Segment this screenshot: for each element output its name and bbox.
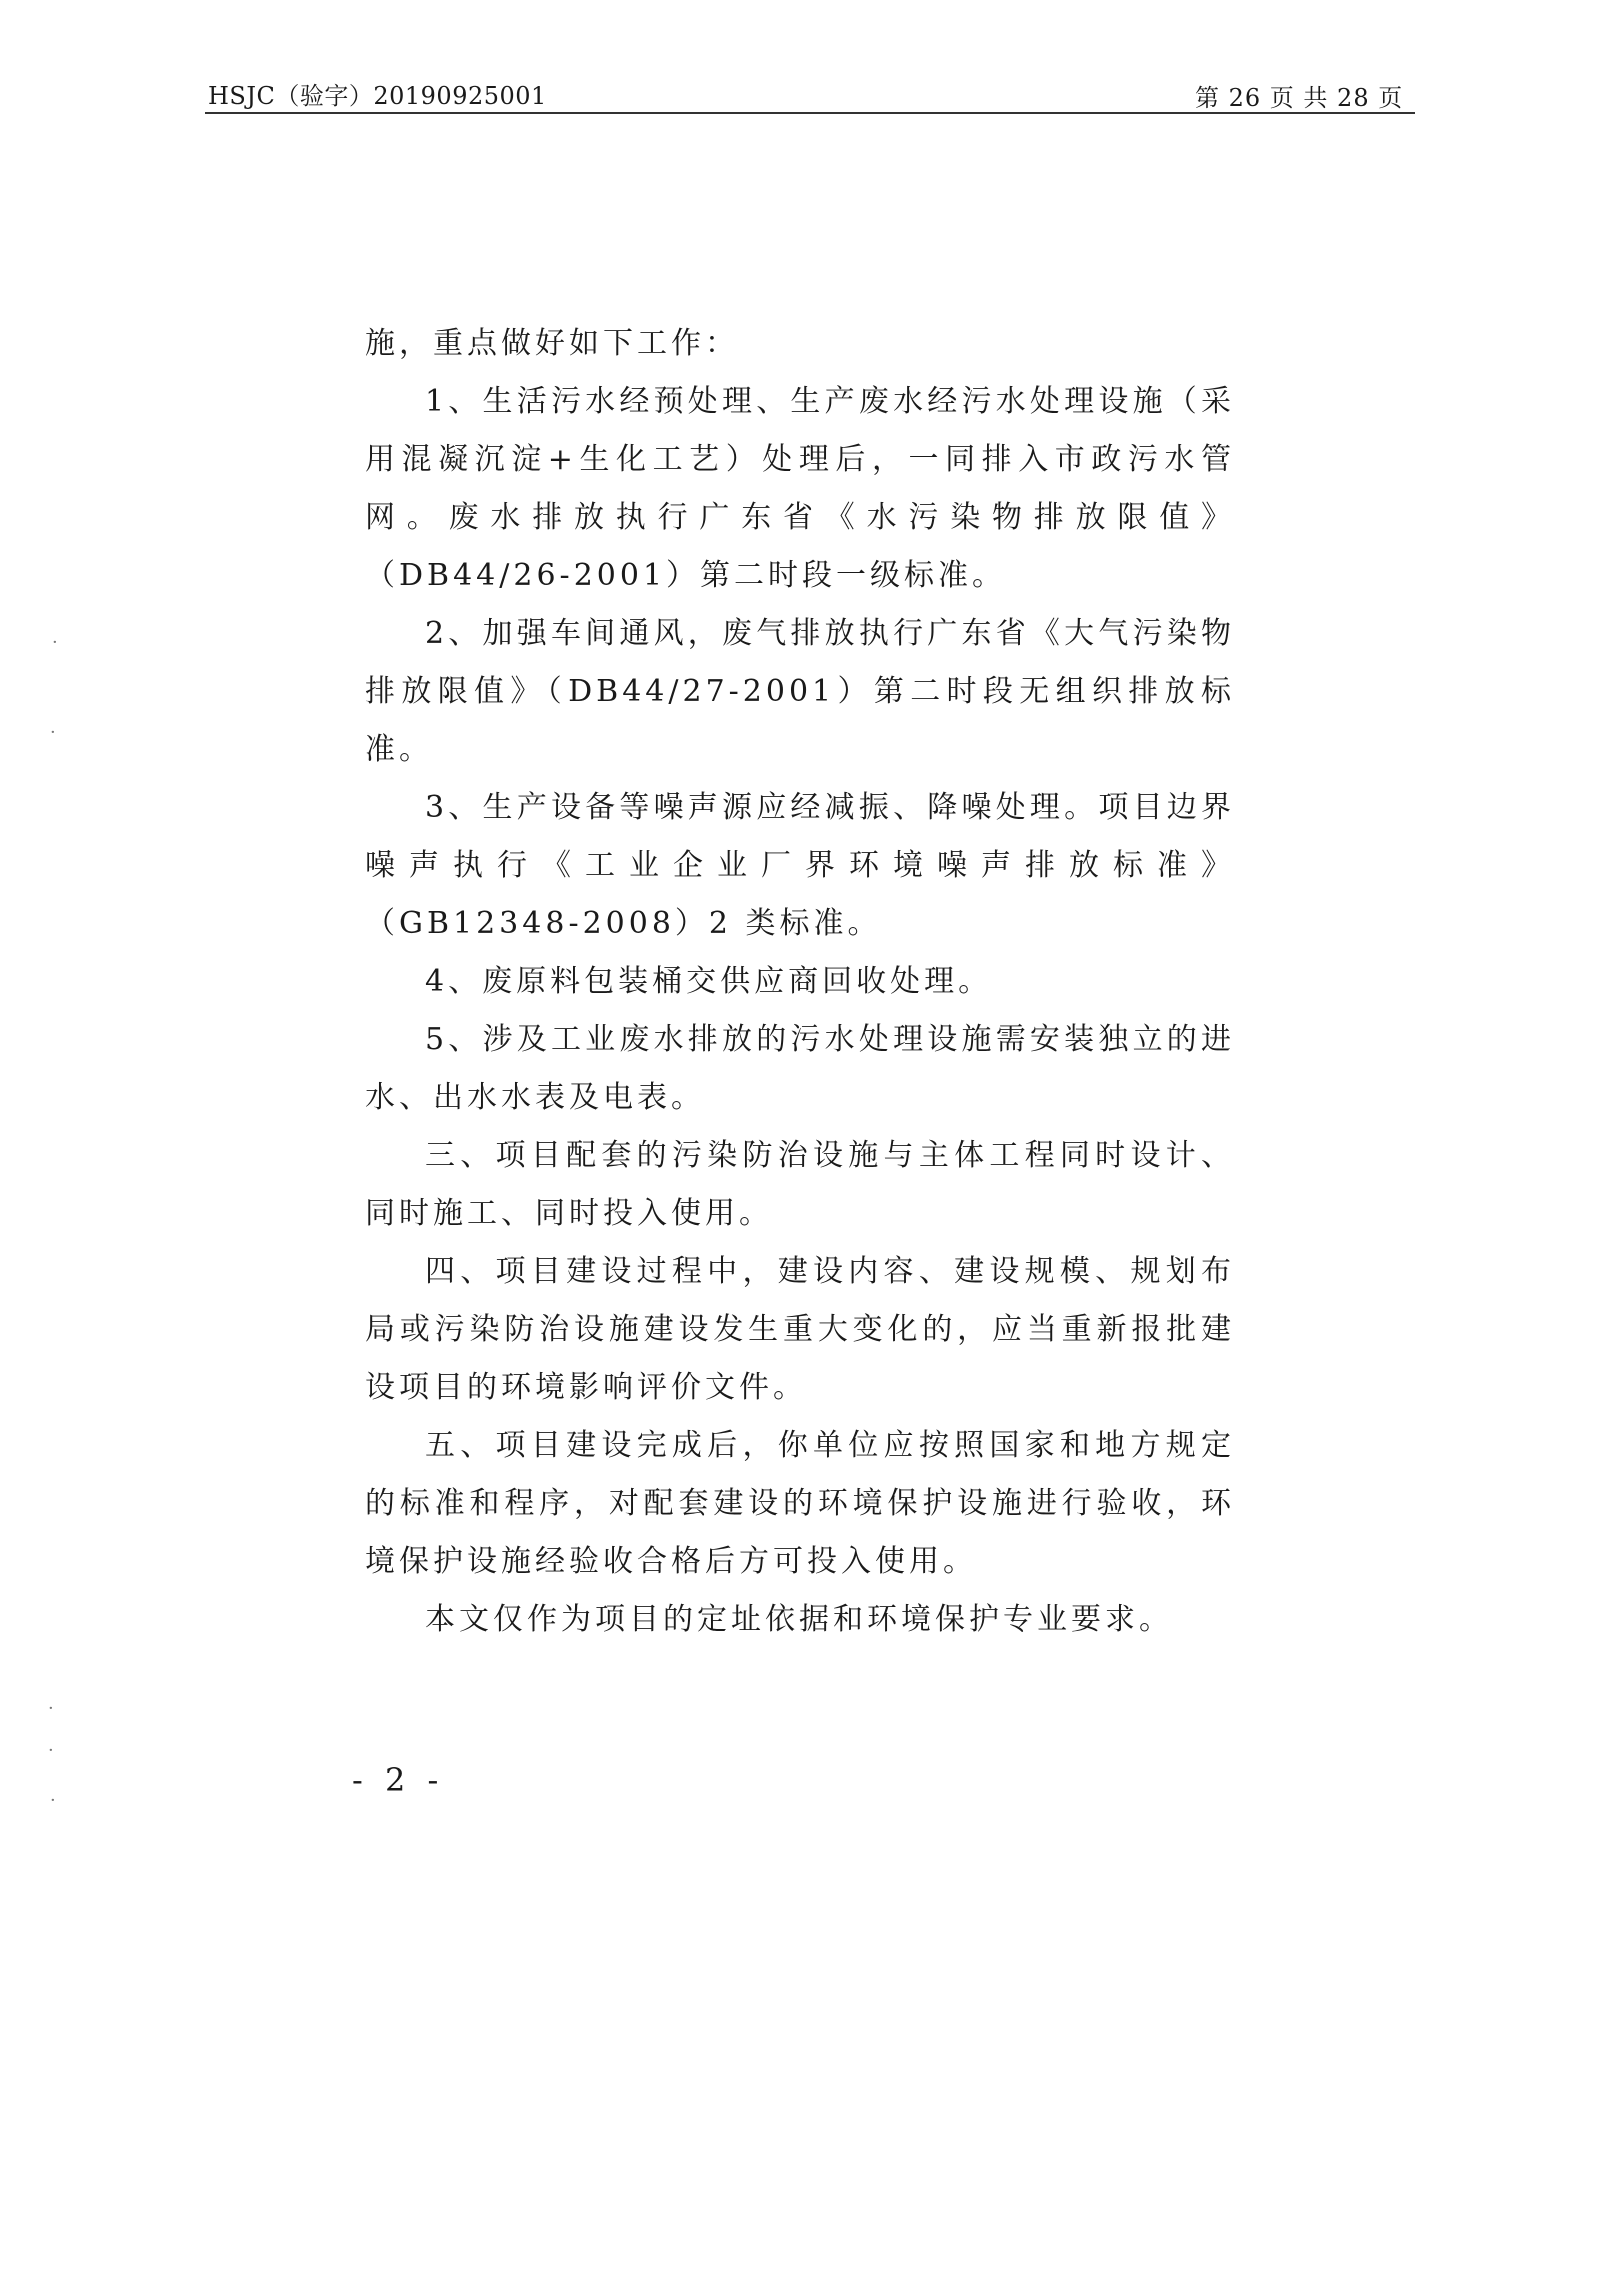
paragraph-item-1: 1、生活污水经预处理、生产废水经污水处理设施（采用混凝沉淀+生化工艺）处理后，一同排入市政污水管网。废水排放执行广东省《水污染物排放限值》（DB44/26-2001）第二时段一级标准。 [365, 384, 1235, 593]
paragraph-item-2: 2、加强车间通风，废气排放执行广东省《大气污染物排放限值》（DB44/27-2001）第二时段无组织排放标准。 [365, 616, 1235, 767]
paragraph-item-4: 4、废原料包装桶交供应商回收处理。 [425, 964, 993, 999]
scan-speck: · [52, 632, 58, 653]
page-number: - 2 - [352, 1761, 445, 1799]
paragraph-closing: 本文仅作为项目的定址依据和环境保护专业要求。 [425, 1602, 1173, 1637]
paragraph-section-5: 五、项目建设完成后，你单位应按照国家和地方规定的标准和程序，对配套建设的环境保护设施进行验收，环境保护设施经验收合格后方可投入使用。 [365, 1428, 1235, 1579]
scan-speck: · [48, 1698, 54, 1719]
scan-speck: · [50, 722, 56, 743]
scan-speck: · [50, 1790, 56, 1811]
paragraph-section-4: 四、项目建设过程中，建设内容、建设规模、规划布局或污染防治设施建设发生重大变化的，应当重新报批建设项目的环境影响评价文件。 [365, 1254, 1235, 1405]
paragraph-section-3: 三、项目配套的污染防治设施与主体工程同时设计、同时施工、同时投入使用。 [365, 1138, 1235, 1231]
page-indicator: 第 26 页 共 28 页 [1195, 84, 1404, 112]
document-id: HSJC（验字）20190925001 [208, 82, 547, 110]
paragraph-item-5: 5、涉及工业废水排放的污水处理设施需安装独立的进水、出水水表及电表。 [365, 1022, 1235, 1115]
paragraph-item-3: 3、生产设备等噪声源应经减振、降噪处理。项目边界噪声执行《工业企业厂界环境噪声排放标准》（GB12348-2008）2 类标准。 [365, 790, 1235, 941]
header-divider [205, 112, 1415, 114]
document-body [365, 315, 1235, 1649]
scan-speck: · [48, 1740, 54, 1761]
paragraph-continuation: 施，重点做好如下工作： [365, 326, 739, 361]
